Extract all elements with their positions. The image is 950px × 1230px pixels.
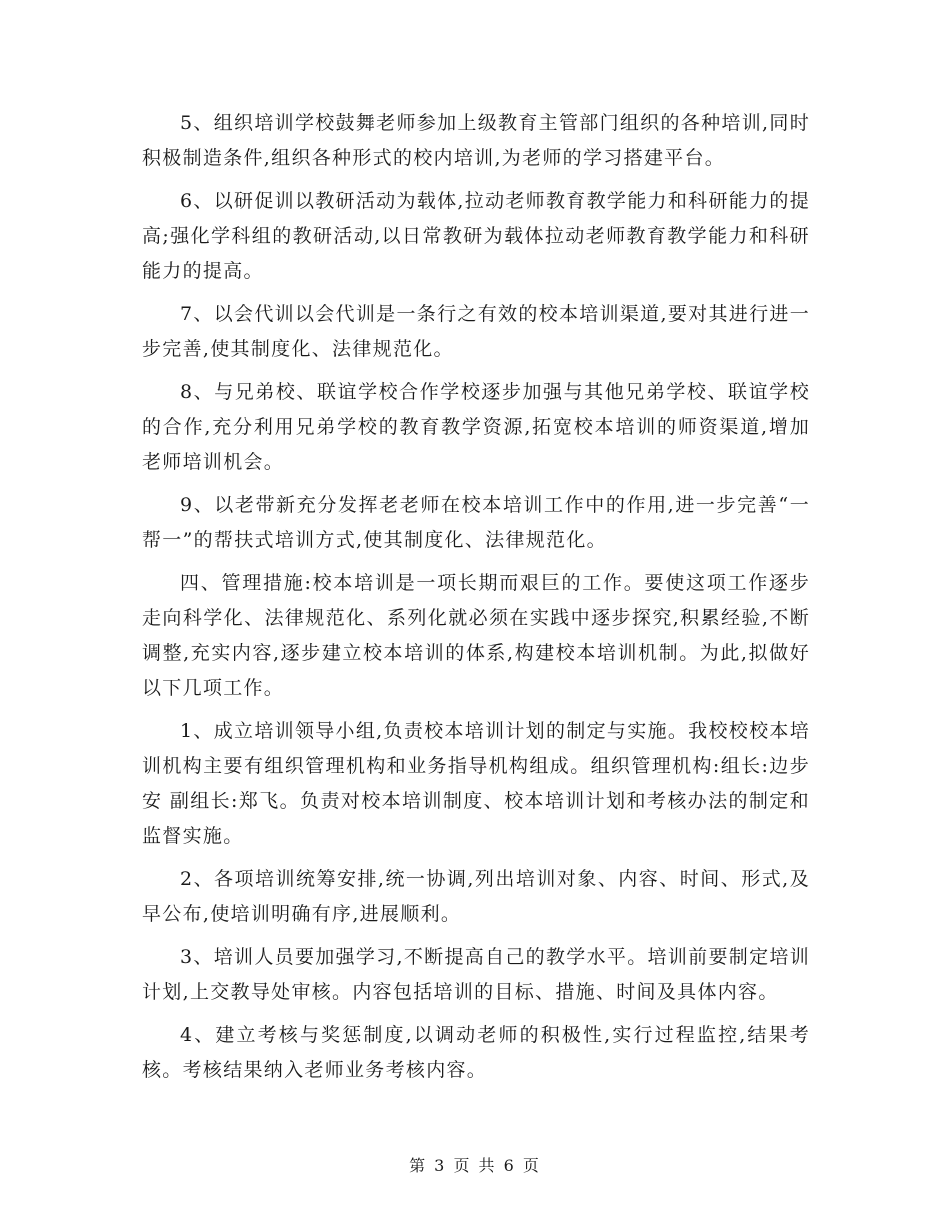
paragraph-management-measures: 四、管理措施:校本培训是一项长期而艰巨的工作。要使这项工作逐步走向科学化、法律规范化、系列化就必须在实践中逐步探究,积累经验,不断调整,充实内容,逐步建立校本培训的体系,构建校本培训机制。为此,拟做好以下几项工作。: [142, 572, 810, 699]
paragraph-measure-4: 4、建立考核与奖惩制度,以调动老师的积极性,实行过程监控,结果考核。考核结果纳入老师业务考核内容。: [142, 1024, 810, 1081]
paragraph-measure-2: 2、各项培训统筹安排,统一协调,列出培训对象、内容、时间、形式,及早公布,使培训明确有序,进展顺利。: [142, 868, 810, 925]
paragraph-item-9: 9、以老带新充分发挥老老师在校本培训工作中的作用,进一步完善“一帮一”的帮扶式培训方式,使其制度化、法律规范化。: [142, 494, 810, 551]
document-body: [142, 106, 810, 1096]
paragraph-item-5: 5、组织培训学校鼓舞老师参加上级教育主管部门组织的各种培训,同时积极制造条件,组织各种形式的校内培训,为老师的学习搭建平台。: [142, 112, 810, 169]
paragraph-item-6: 6、以研促训以教研活动为载体,拉动老师教育教学能力和科研能力的提高;强化学科组的教研活动,以日常教研为载体拉动老师教育教学能力和科研能力的提高。: [142, 190, 810, 282]
paragraph-item-8: 8、与兄弟校、联谊学校合作学校逐步加强与其他兄弟学校、联谊学校的合作,充分利用兄弟学校的教育教学资源,拓宽校本培训的师资渠道,增加老师培训机会。: [142, 381, 810, 473]
page-number-footer: 第 3 页 共 6 页: [409, 1156, 541, 1175]
paragraph-item-7: 7、以会代训以会代训是一条行之有效的校本培训渠道,要对其进行进一步完善,使其制度化、法律规范化。: [142, 303, 810, 360]
paragraph-measure-1: 1、成立培训领导小组,负责校本培训计划的制定与实施。我校校校本培训机构主要有组织管理机构和业务指导机构组成。组织管理机构:组长:边步安 副组长:郑飞。负责对校本培训制度、校本培训计划和考核办法的制定和监督实施。: [142, 720, 810, 847]
paragraph-measure-3: 3、培训人员要加强学习,不断提高自己的教学水平。培训前要制定培训计划,上交教导处审核。内容包括培训的目标、措施、时间及具体内容。: [142, 946, 810, 1003]
